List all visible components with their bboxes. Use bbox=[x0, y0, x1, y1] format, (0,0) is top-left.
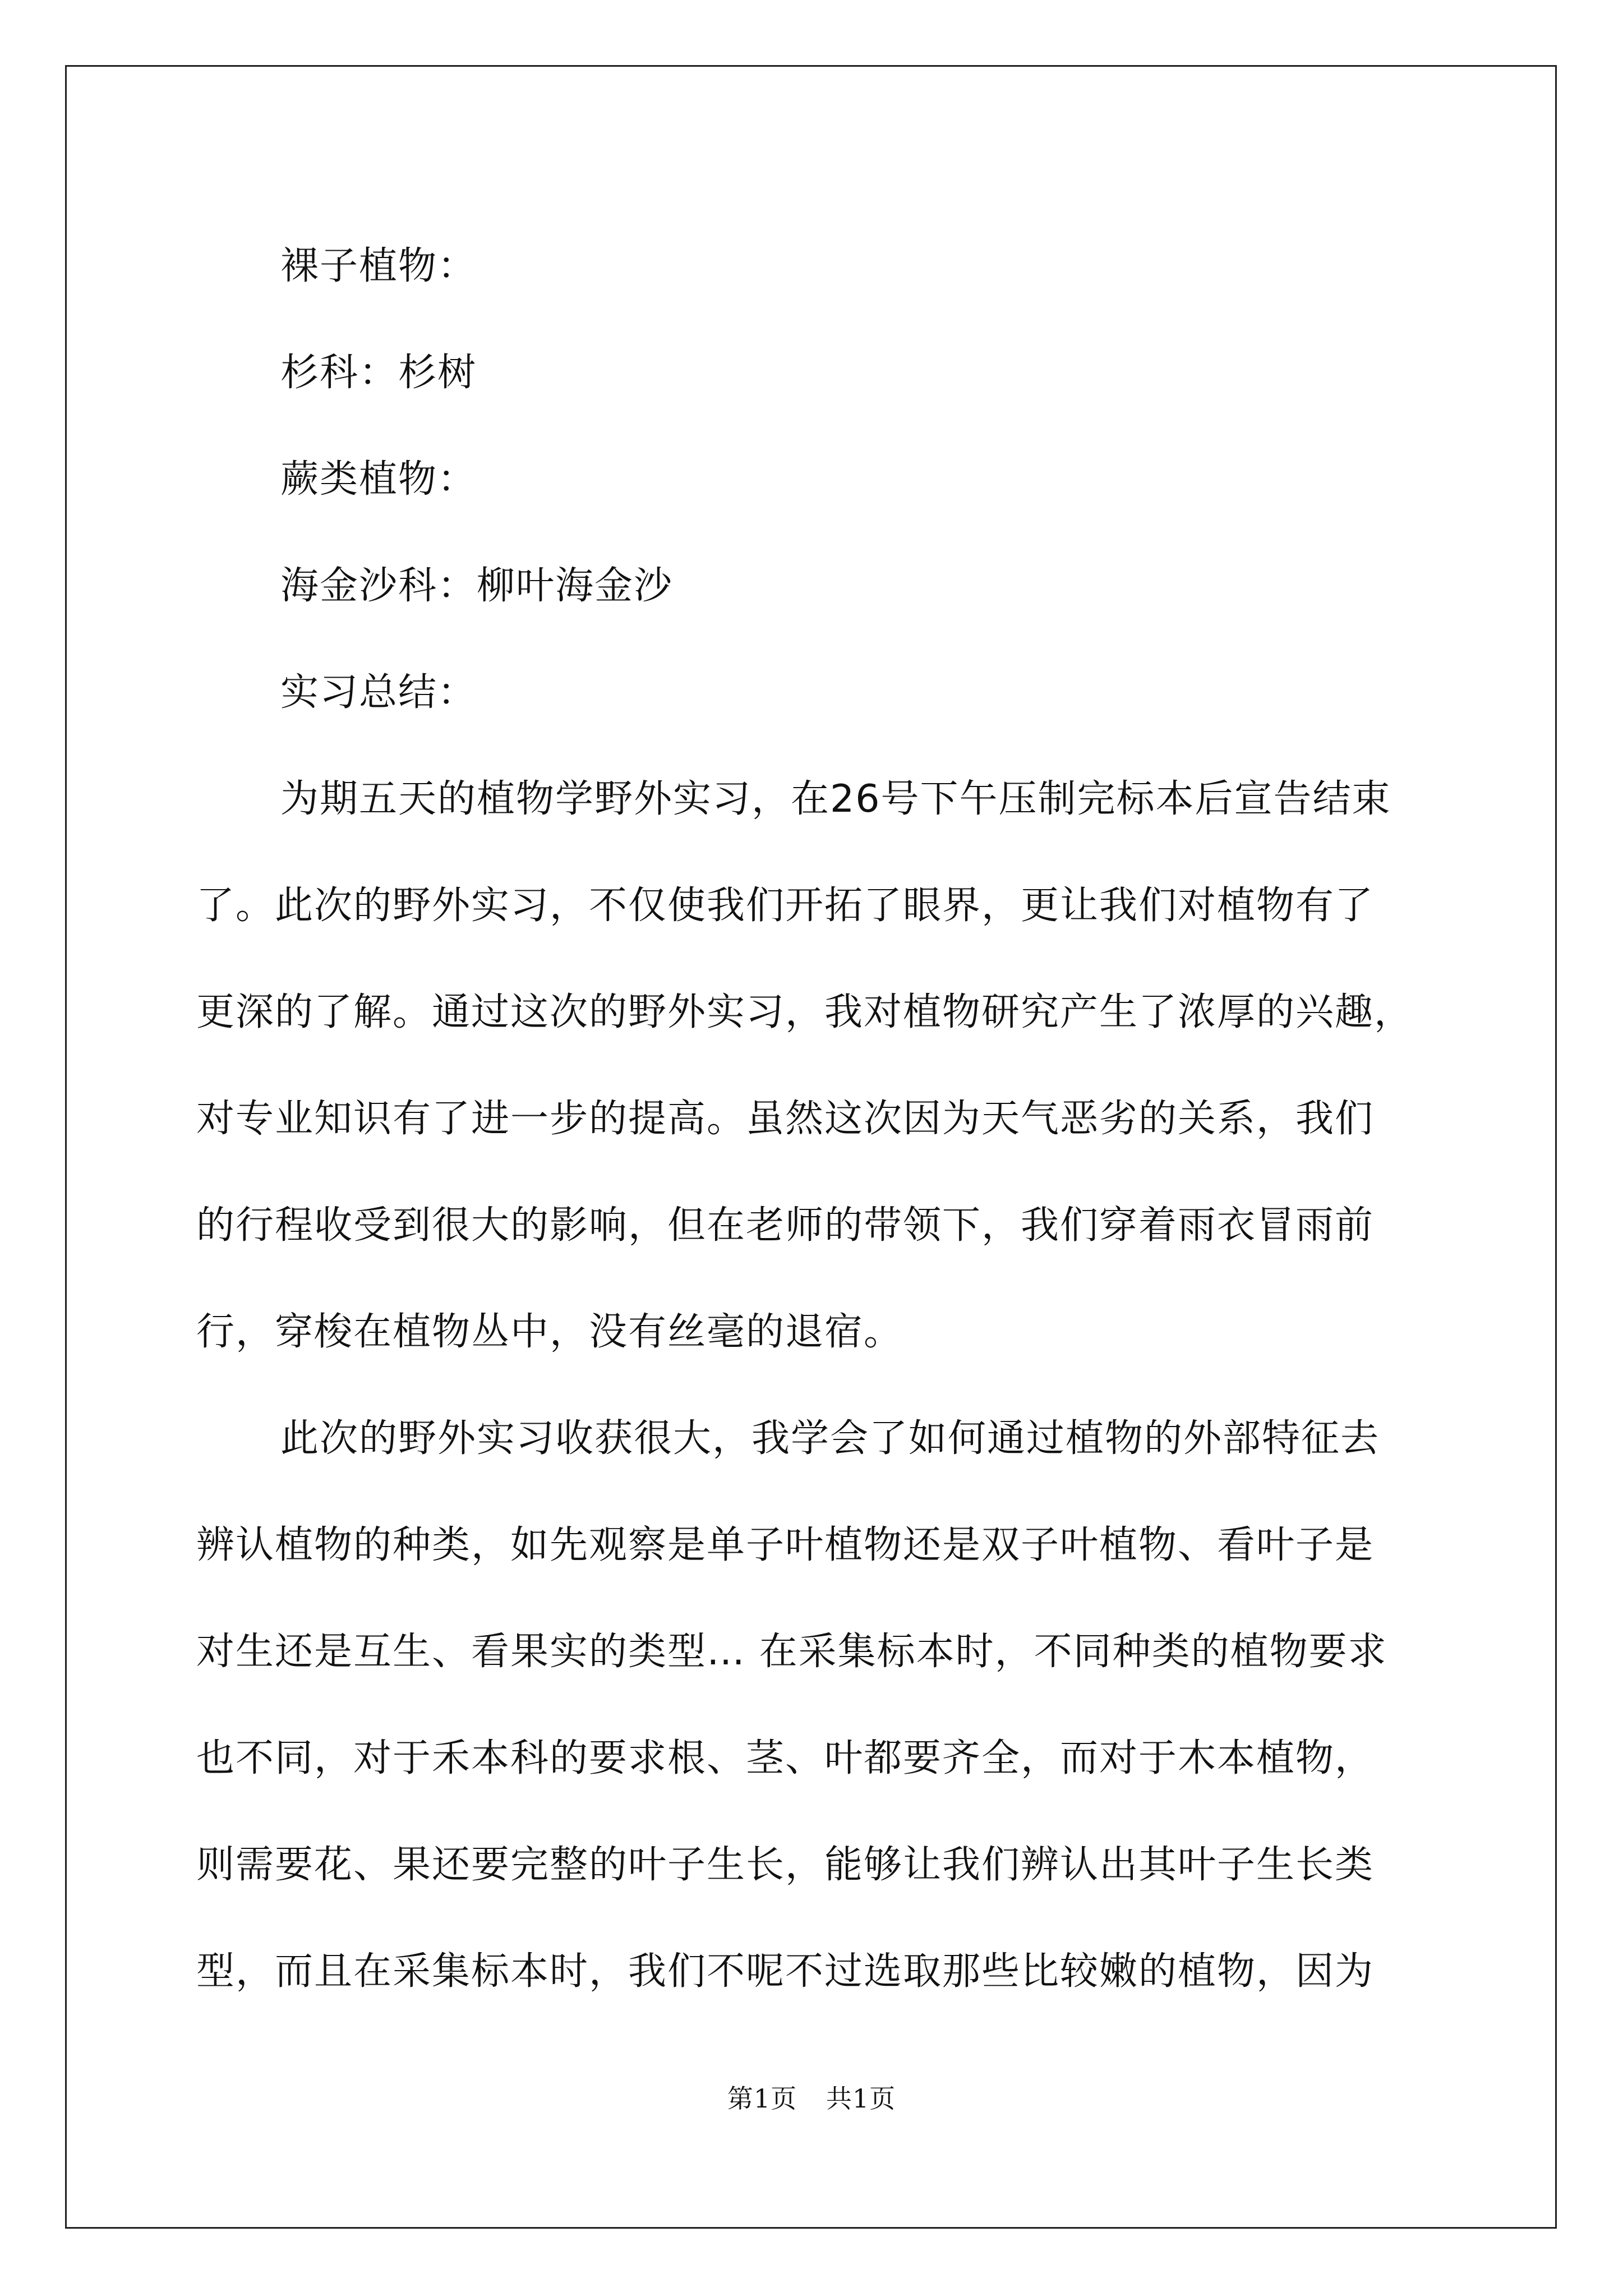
text-line: 的行程收受到很大的影响，但在老师的带领下，我们穿着雨衣冒雨前 bbox=[196, 1203, 1375, 1248]
text-line: 行，穿梭在植物丛中，没有丝毫的退宿。 bbox=[196, 1310, 903, 1354]
page-footer bbox=[0, 2078, 1623, 2115]
text-line: 蕨类植物： bbox=[280, 457, 477, 501]
text-line: 对生还是互生、看果实的类型… 在采集标本时，不同种类的植物要求 bbox=[196, 1630, 1387, 1674]
text-line: 更深的了解。通过这次的野外实习，我对植物研究产生了浓厚的兴趣， bbox=[196, 990, 1414, 1034]
text-line: 裸子植物： bbox=[280, 244, 477, 288]
text-line: 此次的野外实习收获很大，我学会了如何通过植物的外部特征去 bbox=[280, 1416, 1380, 1461]
text-line: 型，而且在采集标本时，我们不呢不过选取那些比较嫩的植物，因为 bbox=[196, 1949, 1375, 1994]
text-line: 也不同，对于禾本科的要求根、茎、叶都要齐全，而对于木本植物， bbox=[196, 1736, 1375, 1780]
text-line: 海金沙科：柳叶海金沙 bbox=[280, 564, 674, 608]
text-line: 了。此次的野外实习，不仅使我们开拓了眼界，更让我们对植物有了 bbox=[196, 884, 1375, 928]
text-line: 则需要花、果还要完整的叶子生长，能够让我们辨认出其叶子生长类 bbox=[196, 1843, 1375, 1887]
text-line: 对专业知识有了进一步的提高。虽然这次因为天气恶劣的关系，我们 bbox=[196, 1097, 1375, 1141]
page-number-total: 共1页 bbox=[826, 2083, 896, 2114]
document-body bbox=[196, 213, 1430, 2025]
text-line: 为期五天的植物学野外实习，在26号下午压制完标本后宣告结束 bbox=[280, 777, 1391, 821]
page-number-current: 第1页 bbox=[727, 2083, 797, 2114]
text-line: 辨认植物的种类，如先观察是单子叶植物还是双子叶植物、看叶子是 bbox=[196, 1523, 1375, 1567]
text-line: 实习总结： bbox=[280, 670, 477, 715]
text-line: 杉科：杉树 bbox=[280, 351, 477, 395]
